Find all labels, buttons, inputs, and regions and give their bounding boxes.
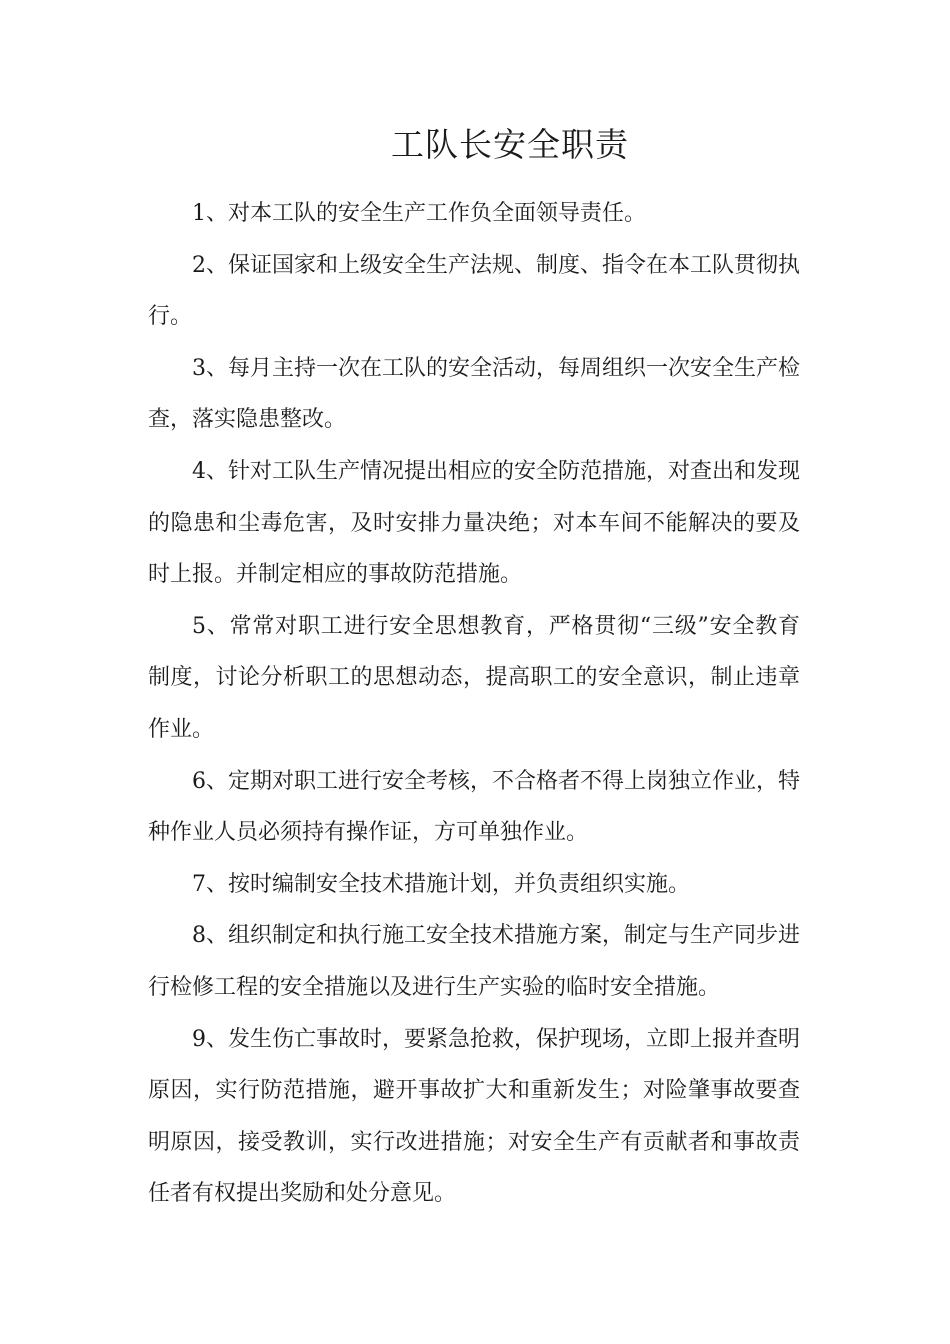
paragraph-2: 2、保证国家和上级安全生产法规、制度、指令在本工队贯彻执行。 — [148, 252, 800, 330]
paragraph-3: 3、每月主持一次在工队的安全活动，每周组织一次安全生产检查，落实隐患整改。 — [148, 355, 800, 433]
paragraph-1: 1、对本工队的安全生产工作负全面领导责任。 — [192, 201, 646, 226]
document-body — [148, 188, 800, 1220]
paragraph-6: 6、定期对职工进行安全考核，不合格者不得上岗独立作业，特种作业人员必须持有操作证，方可单独作业。 — [148, 768, 800, 846]
paragraph-4: 4、针对工队生产情况提出相应的安全防范措施，对查出和发现的隐患和尘毒危害，及时安排力量决绝；对本车间不能解决的要及时上报。并制定相应的事故防范措施。 — [148, 458, 800, 588]
paragraph-7: 7、按时编制安全技术措施计划，并负责组织实施。 — [192, 871, 690, 897]
document-title: 工队长安全职责 — [391, 125, 629, 164]
paragraph-9: 9、发生伤亡事故时，要紧急抢救，保护现场，立即上报并查明原因，实行防范措施，避开事故扩大和重新发生；对险肇事故要查明原因，接受教训，实行改进措施；对安全生产有贡献者和事故责任者有权提出奖励和处分意见。 — [148, 1026, 800, 1207]
paragraph-5: 5、常常对职工进行安全思想教育，严格贯彻“三级”安全教育制度，讨论分析职工的思想动态，提高职工的安全意识，制止违章作业。 — [148, 613, 800, 742]
paragraph-8: 8、组织制定和执行施工安全技术措施方案，制定与生产同步进行检修工程的安全措施以及进行生产实验的临时安全措施。 — [148, 923, 800, 1000]
